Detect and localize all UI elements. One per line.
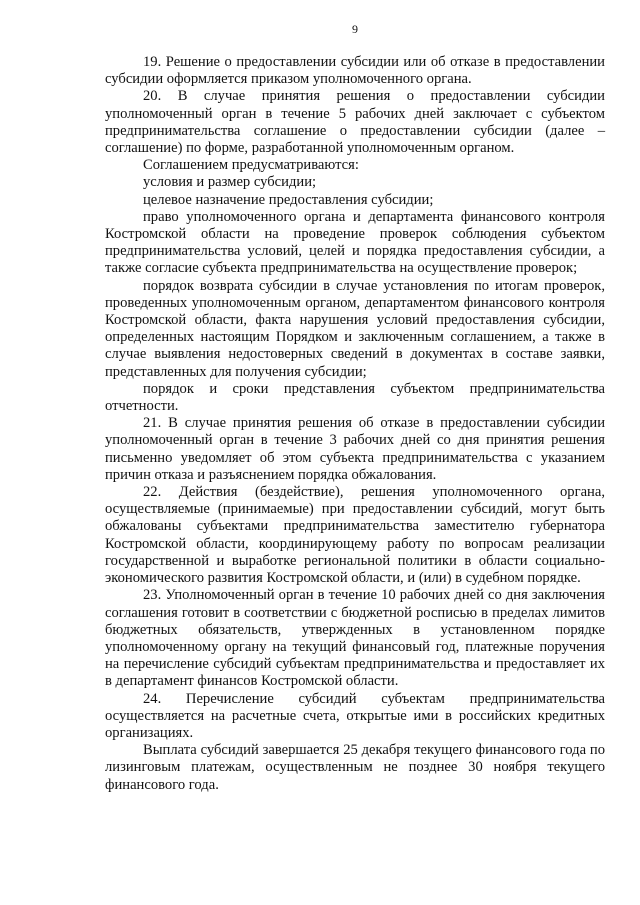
paragraph-19: 19. Решение о предоставлении субсидии или об отказе в предоставлении субсидии оформляется приказом уполномоченного органа. [105, 54, 605, 88]
paragraph-22: 22. Действия (бездействие), решения уполномоченного органа, осуществляемые (принимаемые) при предоставлении субсидий, могут быть обжалованы субъектами предпринимательства заместителю губернатора Костромской области, координирующему работу по вопросам реализации государственной и выработке региональной политики в области социально-экономического развития Костромской области, и (или) в судебном порядке. [105, 484, 605, 587]
paragraph-20: 20. В случае принятия решения о предоставлении субсидии уполномоченный орган в течение 5 рабочих дней заключает с субъектом предпринимательства соглашение о предоставлении субсидии (далее – соглашение) по форме, разработанной уполномоченным органом. [105, 88, 605, 157]
provision-inspection-rights: право уполномоченного органа и департамента финансового контроля Костромской области на проведение проверок соблюдения субъектом предпринимательства условий, целей и порядка предоставления субсидии, а также согласие субъекта предпринимательства на осуществление проверок; [105, 208, 605, 277]
provision-return-procedure: порядок возврата субсидии в случае установления по итогам проверок, проведенных уполномоченным органом, департаментом финансового контроля Костромской области, факта нарушения условий предоставления субсидии, определенных настоящим Порядком и заключенным соглашением, а также в случае выявления недостоверных сведений в документах в составе заявки, представленных для получения субсидии; [105, 277, 605, 380]
provision-purpose: целевое назначение предоставления субсидии; [143, 191, 434, 208]
payment-deadline-paragraph: Выплата субсидий завершается 25 декабря текущего финансового года по лизинговым платежам, осуществленным не позднее 30 ноября текущего финансового года. [105, 742, 605, 793]
document-page [105, 22, 605, 794]
paragraph-21: 21. В случае принятия решения об отказе в предоставлении субсидии уполномоченный орган в течение 3 рабочих дней со дня принятия решения письменно уведомляет об этом субъекта предпринимательства с указанием причин отказа и разъяснением порядка обжалования. [105, 415, 605, 483]
provision-conditions: условия и размер субсидии; [143, 174, 317, 191]
provision-reporting: порядок и сроки представления субъектом предпринимательства отчетности. [105, 380, 605, 415]
page-number: 9 [352, 22, 358, 36]
paragraph-23: 23. Уполномоченный орган в течение 10 рабочих дней со дня заключения соглашения готовит в соответствии с бюджетной росписью в пределах лимитов бюджетных обязательств, утвержденных в установленном порядке уполномоченному органу на текущий финансовый год, платежные поручения на перечисление субсидий субъектам предпринимательства и предоставляет их в департамент финансов Костромской области. [105, 587, 605, 690]
paragraph-24: 24. Перечисление субсидий субъектам предпринимательства осуществляется на расчетные счета, открытые ими в российских кредитных организациях. [105, 690, 605, 741]
agreement-provisions-intro: Соглашением предусматриваются: [143, 157, 359, 174]
